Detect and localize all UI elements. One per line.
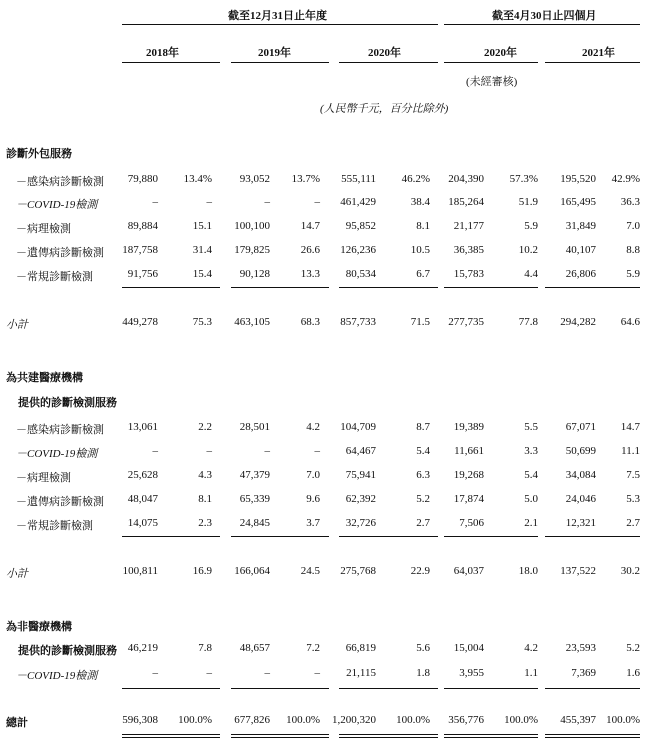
table-row-1-0-2020-amount: 104,709 [340,421,376,433]
table-row-2-1-2019-pct: – [314,667,320,679]
subtotal-row-0-2019-amount: 463,105 [234,316,270,328]
table-row-0-0-2020-4m-pct: 57.3% [509,173,538,185]
total-rule-double-1 [231,737,329,738]
rule-2020 [339,62,438,63]
table-row-1-3-2020-amount: 62,392 [345,493,376,505]
table-row-1-1-2021-4m-amount: 50,699 [565,445,596,457]
table-row-1-0-2019-pct: 4.2 [306,421,320,433]
table-row-2-0-2020-amount: 66,819 [345,642,376,654]
table-row-0-3-2021-4m-pct: 8.8 [626,244,640,256]
subtotal-row-1-2018-pct: 16.9 [192,565,212,577]
table-row-0-4-2019-amount: 90,128 [239,268,270,280]
section-2-rule-4 [545,688,640,689]
total-row-2018-pct: 100.0% [178,714,212,726]
table-row-1-4-2020-4m-pct: 2.1 [524,517,538,529]
year-header-2019: 2019年 [258,47,291,59]
table-row-1-1-2018-amount: – [152,445,158,457]
section-0-rule-1 [231,287,329,288]
subtotal-row-0-2021-4m-pct: 64.6 [620,316,640,328]
table-row-2-1-2021-4m-amount: 7,369 [571,667,596,679]
table-row-0-2-2021-4m-pct: 7.0 [626,220,640,232]
table-row-0-2-2020-pct: 8.1 [416,220,430,232]
table-row-1-4-2020-4m-amount: 7,506 [459,517,484,529]
section-title-1-0: 為共建醫療機構 [6,372,83,384]
table-row-0-2-2020-4m-amount: 21,177 [453,220,484,232]
table-row-1-4-2018-pct: 2.3 [198,517,212,529]
table-row-2-0-2020-4m-pct: 4.2 [524,642,538,654]
row-label: －感染病診斷檢測 [16,176,104,188]
table-row-1-3-2019-pct: 9.6 [306,493,320,505]
table-row-0-0-2019-pct: 13.7% [291,173,320,185]
section-2-rule-2 [339,688,438,689]
subtotal-row-1-2020-amount: 275,768 [340,565,376,577]
total-row-2020-4m-pct: 100.0% [504,714,538,726]
section-2-rule-3 [444,688,538,689]
table-row-1-4-2020-pct: 2.7 [416,517,430,529]
table-row-0-0-2020-pct: 46.2% [401,173,430,185]
table-row-1-4-2021-4m-amount: 12,321 [565,517,596,529]
table-row-1-2-2020-4m-pct: 5.4 [524,469,538,481]
table-row-0-0-2020-amount: 555,111 [341,173,376,185]
table-row-0-1-2020-4m-pct: 51.9 [518,196,538,208]
table-row-0-4-2021-4m-amount: 26,806 [565,268,596,280]
subtotal-row-1-2021-4m-pct: 30.2 [620,565,640,577]
row-label: －遺傳病診斷檢測 [16,496,104,508]
group-header-year: 截至12月31日止年度 [228,10,327,22]
unit-note: (人民幣千元，百分比除外) [320,103,449,115]
section-title-0-0: 診斷外包服務 [6,148,72,160]
table-row-1-3-2021-4m-pct: 5.3 [626,493,640,505]
table-row-1-0-2019-amount: 28,501 [239,421,270,433]
table-row-1-0-2018-amount: 13,061 [127,421,158,433]
table-row-2-1-2020-pct: 1.8 [416,667,430,679]
total-row-2021-4m-amount: 455,397 [560,714,596,726]
table-row-2-0-2021-4m-pct: 5.2 [626,642,640,654]
table-row-1-3-2020-4m-amount: 17,874 [453,493,484,505]
table-row-0-1-2021-4m-amount: 165,495 [560,196,596,208]
subtotal-row-1-2021-4m-amount: 137,522 [560,565,596,577]
table-row-1-2-2018-pct: 4.3 [198,469,212,481]
section-1-rule-4 [545,536,640,537]
total-row-2018-amount: 596,308 [122,714,158,726]
row-label: －COVID-19檢測 [16,670,98,682]
table-row-1-2-2019-pct: 7.0 [306,469,320,481]
total-row-2020-amount: 1,200,320 [332,714,376,726]
subtotal-label: 小計 [6,568,28,580]
table-row-0-1-2018-amount: – [152,196,158,208]
table-row-0-1-2019-pct: – [314,196,320,208]
table-row-1-4-2019-pct: 3.7 [306,517,320,529]
total-rule-double-4 [545,737,640,738]
table-row-1-4-2020-amount: 32,726 [345,517,376,529]
table-row-0-2-2019-pct: 14.7 [300,220,320,232]
table-row-1-1-2020-4m-pct: 3.3 [524,445,538,457]
total-row-2020-pct: 100.0% [396,714,430,726]
table-row-0-1-2020-4m-amount: 185,264 [448,196,484,208]
table-row-1-1-2019-amount: – [264,445,270,457]
total-rule-0 [122,734,220,735]
rule-2021-4m [545,62,640,63]
table-row-1-1-2020-4m-amount: 11,661 [454,445,484,457]
table-row-1-3-2020-4m-pct: 5.0 [524,493,538,505]
table-row-0-4-2018-pct: 15.4 [192,268,212,280]
table-row-0-3-2019-amount: 179,825 [234,244,270,256]
section-title-1-1: 提供的診斷檢測服務 [18,397,117,409]
table-row-1-0-2021-4m-amount: 67,071 [565,421,596,433]
table-row-1-1-2021-4m-pct: 11.1 [621,445,640,457]
section-1-rule-2 [339,536,438,537]
total-row-2021-4m-pct: 100.0% [606,714,640,726]
table-row-2-0-2019-pct: 7.2 [306,642,320,654]
table-row-1-1-2018-pct: – [206,445,212,457]
table-row-0-2-2018-pct: 15.1 [192,220,212,232]
row-label: －病理檢測 [16,223,71,235]
total-row-2019-amount: 677,826 [234,714,270,726]
total-rule-3 [444,734,538,735]
table-row-1-0-2021-4m-pct: 14.7 [620,421,640,433]
table-row-0-3-2020-4m-amount: 36,385 [453,244,484,256]
table-row-2-1-2020-amount: 21,115 [346,667,376,679]
subtotal-label: 小計 [6,319,28,331]
table-row-0-1-2020-amount: 461,429 [340,196,376,208]
row-label: －遺傳病診斷檢測 [16,247,104,259]
total-rule-double-3 [444,737,538,738]
section-1-rule-3 [444,536,538,537]
table-row-0-2-2018-amount: 89,884 [127,220,158,232]
section-1-rule-0 [122,536,220,537]
table-row-0-3-2021-4m-amount: 40,107 [565,244,596,256]
section-2-rule-1 [231,688,329,689]
table-row-0-2-2021-4m-amount: 31,849 [565,220,596,232]
unaudited-note: (未經審核) [466,76,518,88]
table-row-2-1-2020-4m-pct: 1.1 [524,667,538,679]
table-row-0-4-2020-4m-amount: 15,783 [453,268,484,280]
table-row-0-4-2019-pct: 13.3 [300,268,320,280]
section-title-2-0: 為非醫療機構 [6,621,72,633]
table-row-0-4-2020-amount: 80,534 [345,268,376,280]
year-header-2018: 2018年 [146,47,179,59]
group-header-months: 截至4月30日止四個月 [492,10,597,22]
table-row-1-2-2019-amount: 47,379 [239,469,270,481]
subtotal-row-1-2018-amount: 100,811 [122,565,158,577]
subtotal-row-1-2019-pct: 24.5 [300,565,320,577]
rule-2019 [231,62,329,63]
table-row-1-2-2021-4m-pct: 7.5 [626,469,640,481]
table-row-0-4-2020-4m-pct: 4.4 [524,268,538,280]
table-row-0-4-2020-pct: 6.7 [416,268,430,280]
table-row-0-3-2018-amount: 187,758 [122,244,158,256]
year-header-2020: 2020年 [368,47,401,59]
table-row-2-0-2018-pct: 7.8 [198,642,212,654]
table-row-1-3-2021-4m-amount: 24,046 [565,493,596,505]
table-row-1-4-2019-amount: 24,845 [239,517,270,529]
table-row-0-2-2020-amount: 95,852 [345,220,376,232]
table-row-0-3-2018-pct: 31.4 [192,244,212,256]
table-row-1-3-2018-pct: 8.1 [198,493,212,505]
table-row-1-4-2018-amount: 14,075 [127,517,158,529]
table-row-1-3-2018-amount: 48,047 [127,493,158,505]
table-row-1-2-2018-amount: 25,628 [127,469,158,481]
group-header-months-rule [444,24,640,25]
table-row-2-1-2021-4m-pct: 1.6 [626,667,640,679]
table-row-1-3-2020-pct: 5.2 [416,493,430,505]
subtotal-row-0-2021-4m-amount: 294,282 [560,316,596,328]
subtotal-row-1-2019-amount: 166,064 [234,565,270,577]
table-row-0-0-2018-pct: 13.4% [183,173,212,185]
subtotal-row-1-2020-pct: 22.9 [410,565,430,577]
subtotal-row-0-2020-4m-amount: 277,735 [448,316,484,328]
table-row-1-1-2019-pct: – [314,445,320,457]
table-row-2-0-2018-amount: 46,219 [127,642,158,654]
subtotal-row-0-2018-amount: 449,278 [122,316,158,328]
section-1-rule-1 [231,536,329,537]
table-row-0-4-2021-4m-pct: 5.9 [626,268,640,280]
subtotal-row-0-2020-4m-pct: 77.8 [518,316,538,328]
table-row-2-1-2018-pct: – [206,667,212,679]
table-row-1-0-2020-4m-amount: 19,389 [453,421,484,433]
table-row-0-3-2020-4m-pct: 10.2 [518,244,538,256]
total-label: 總計 [6,717,28,729]
table-row-1-2-2020-pct: 6.3 [416,469,430,481]
table-row-0-0-2019-amount: 93,052 [239,173,270,185]
subtotal-row-1-2020-4m-amount: 64,037 [453,565,484,577]
table-row-0-1-2020-pct: 38.4 [410,196,430,208]
row-label: －感染病診斷檢測 [16,424,104,436]
year-header-2021-4m: 2021年 [582,47,615,59]
table-row-2-1-2019-amount: – [264,667,270,679]
table-row-1-2-2021-4m-amount: 34,084 [565,469,596,481]
table-row-2-1-2020-4m-amount: 3,955 [459,667,484,679]
total-rule-1 [231,734,329,735]
table-row-0-3-2019-pct: 26.6 [300,244,320,256]
subtotal-row-1-2020-4m-pct: 18.0 [518,565,538,577]
row-label: －常規診斷檢測 [16,271,93,283]
section-0-rule-2 [339,287,438,288]
subtotal-row-0-2020-amount: 857,733 [340,316,376,328]
rule-2018 [122,62,220,63]
section-0-rule-4 [545,287,640,288]
total-rule-double-0 [122,737,220,738]
total-rule-double-2 [339,737,438,738]
table-row-1-1-2020-amount: 64,467 [345,445,376,457]
table-row-0-2-2019-amount: 100,100 [234,220,270,232]
table-row-0-0-2021-4m-amount: 195,520 [560,173,596,185]
year-header-2020-4m: 2020年 [484,47,517,59]
section-0-rule-3 [444,287,538,288]
table-row-2-0-2019-amount: 48,657 [239,642,270,654]
row-label: 提供的診斷檢測服務 [18,645,117,657]
total-row-2019-pct: 100.0% [286,714,320,726]
group-header-year-rule [122,24,438,25]
table-row-1-0-2018-pct: 2.2 [198,421,212,433]
table-row-2-0-2020-pct: 5.6 [416,642,430,654]
table-row-1-0-2020-pct: 8.7 [416,421,430,433]
subtotal-row-0-2020-pct: 71.5 [410,316,430,328]
subtotal-row-0-2018-pct: 75.3 [192,316,212,328]
table-row-0-0-2021-4m-pct: 42.9% [611,173,640,185]
total-rule-2 [339,734,438,735]
table-row-1-3-2019-amount: 65,339 [239,493,270,505]
table-row-0-1-2018-pct: – [206,196,212,208]
table-row-0-0-2020-4m-amount: 204,390 [448,173,484,185]
table-row-2-0-2020-4m-amount: 15,004 [453,642,484,654]
table-row-0-3-2020-pct: 10.5 [410,244,430,256]
table-row-1-2-2020-amount: 75,941 [345,469,376,481]
table-row-1-0-2020-4m-pct: 5.5 [524,421,538,433]
table-row-0-0-2018-amount: 79,880 [127,173,158,185]
table-row-0-3-2020-amount: 126,236 [340,244,376,256]
total-row-2020-4m-amount: 356,776 [448,714,484,726]
table-row-1-2-2020-4m-amount: 19,268 [453,469,484,481]
table-row-0-1-2019-amount: – [264,196,270,208]
row-label: －COVID-19檢測 [16,199,98,211]
row-label: －COVID-19檢測 [16,448,98,460]
table-row-1-4-2021-4m-pct: 2.7 [626,517,640,529]
section-2-rule-0 [122,688,220,689]
table-row-0-4-2018-amount: 91,756 [127,268,158,280]
row-label: －病理檢測 [16,472,71,484]
subtotal-row-0-2019-pct: 68.3 [300,316,320,328]
total-rule-4 [545,734,640,735]
table-row-0-1-2021-4m-pct: 36.3 [620,196,640,208]
section-0-rule-0 [122,287,220,288]
table-row-0-2-2020-4m-pct: 5.9 [524,220,538,232]
table-row-2-0-2021-4m-amount: 23,593 [565,642,596,654]
table-row-2-1-2018-amount: – [152,667,158,679]
rule-2020-4m [444,62,538,63]
row-label: －常規診斷檢測 [16,520,93,532]
table-row-1-1-2020-pct: 5.4 [416,445,430,457]
